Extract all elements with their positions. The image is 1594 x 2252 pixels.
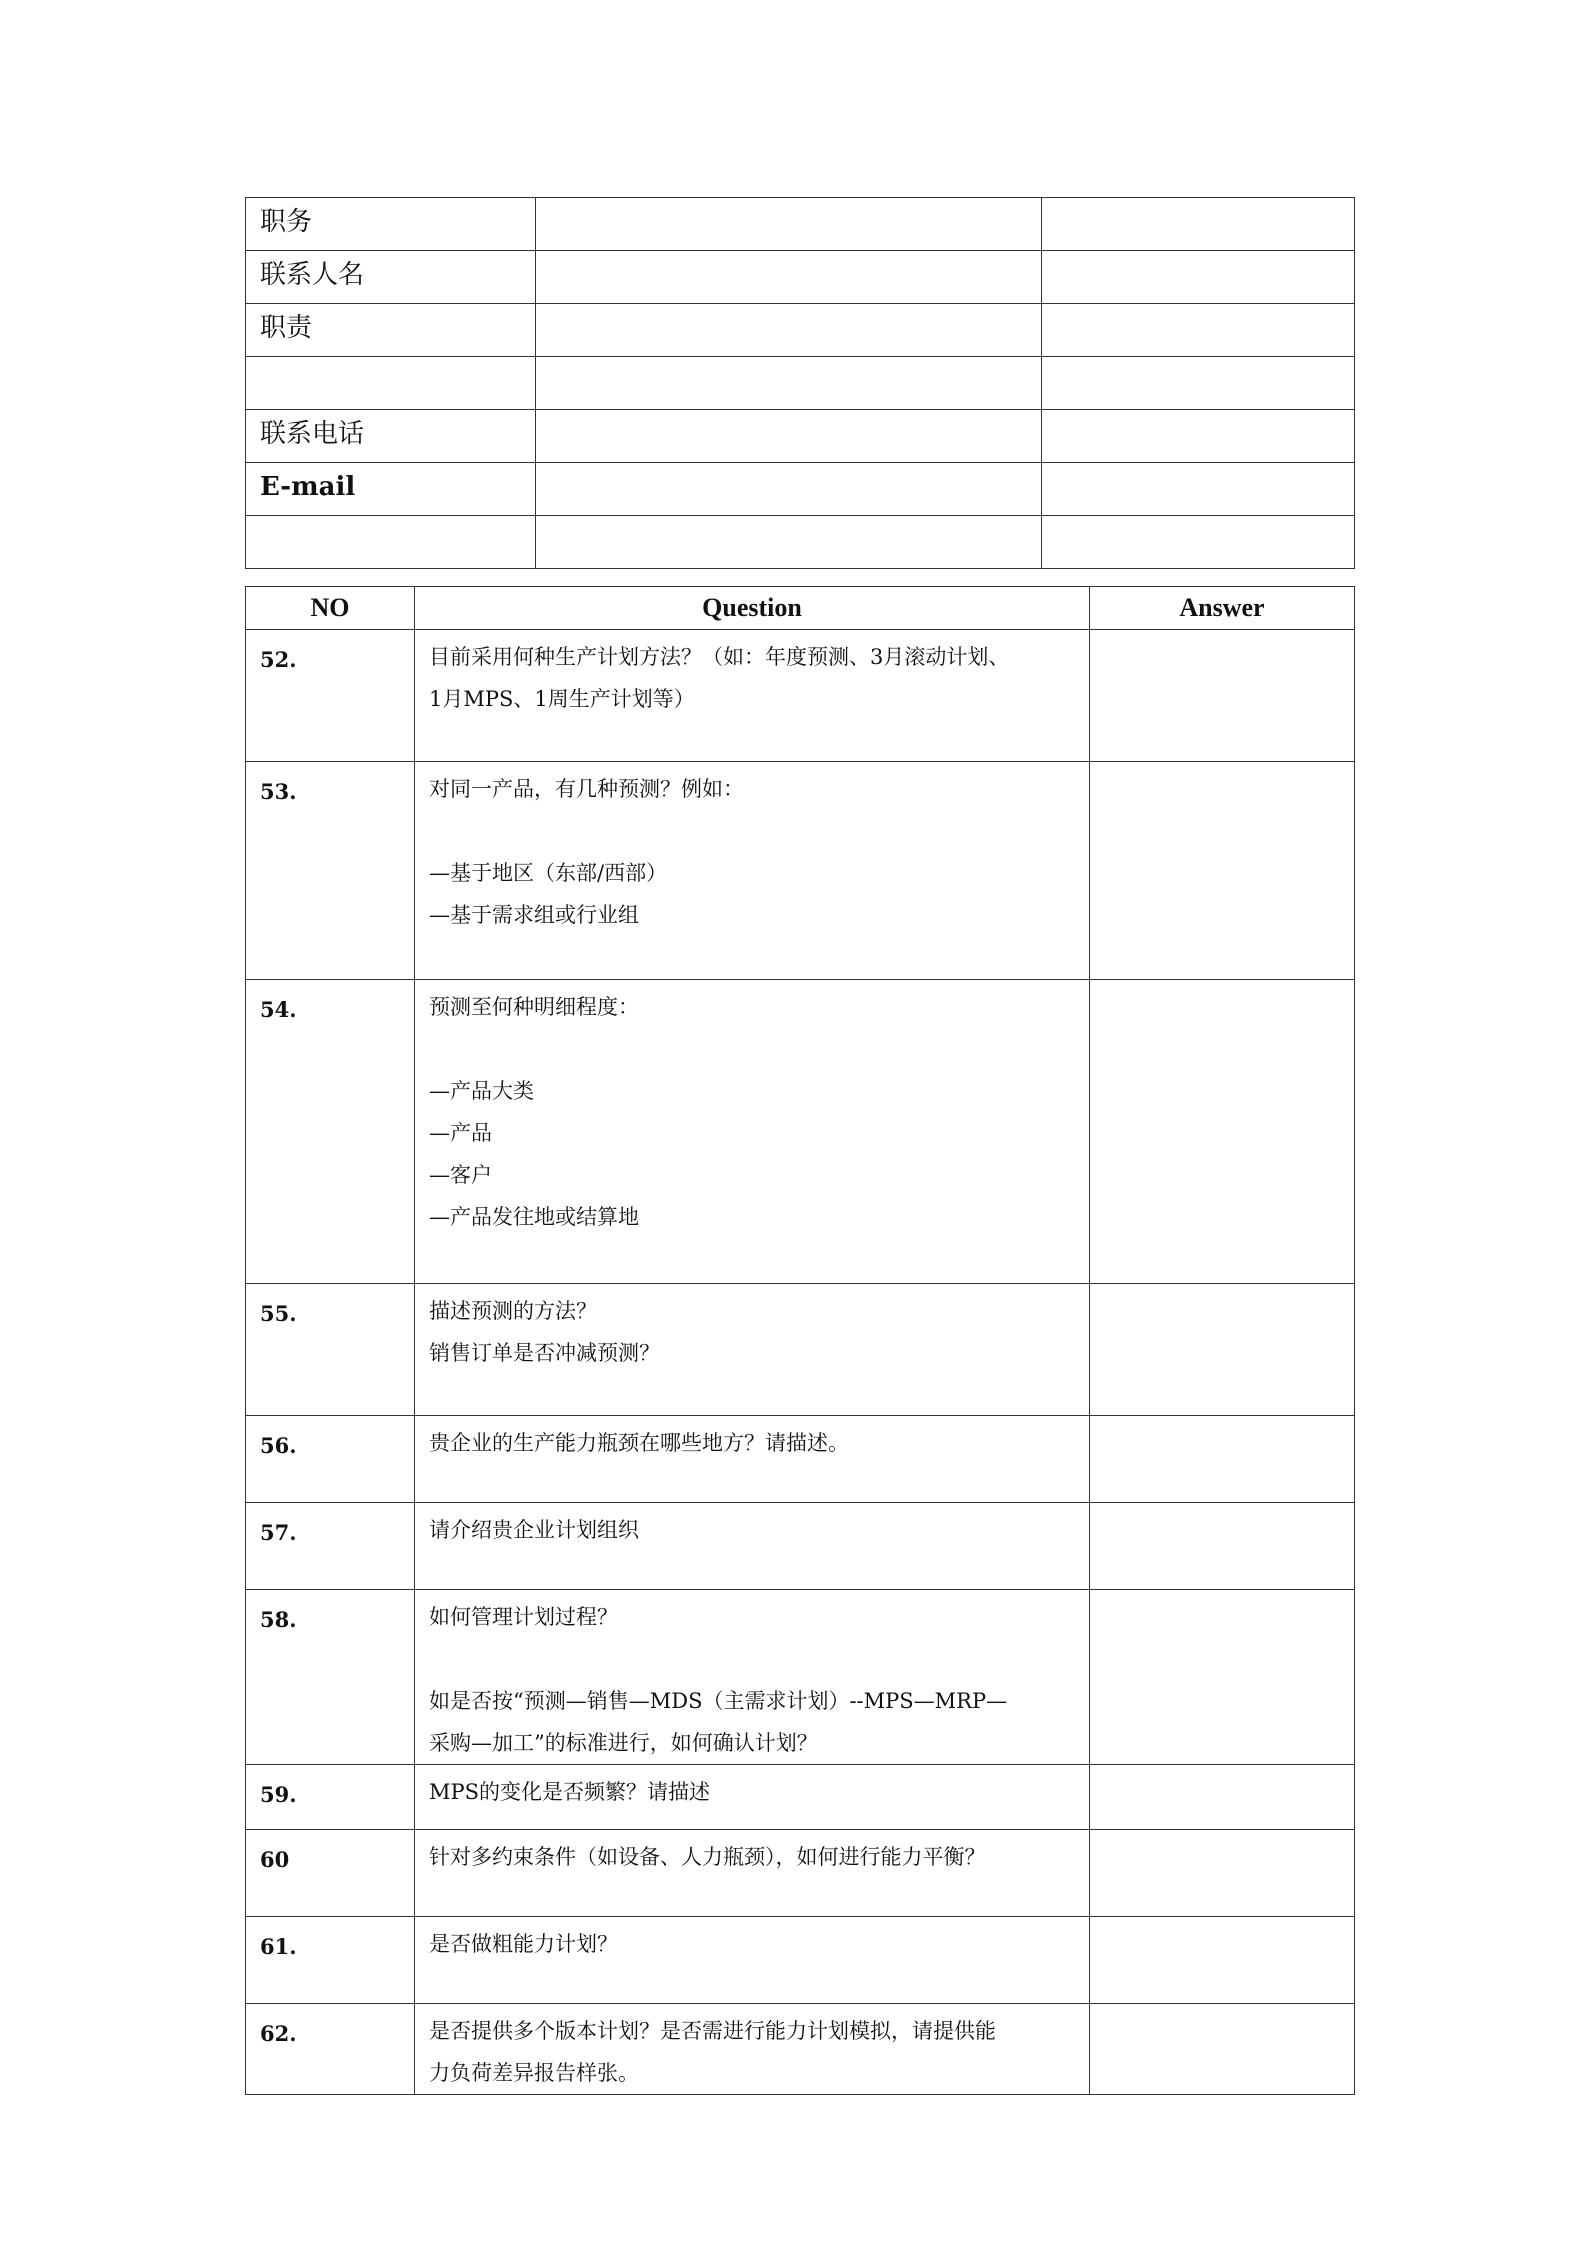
answer-cell[interactable] <box>1090 1830 1355 1917</box>
contact-info-table <box>245 197 1355 569</box>
question-line: 销售订单是否冲减预测？ <box>429 1341 660 1365</box>
question-row <box>246 1284 1355 1416</box>
contact-value-cell[interactable] <box>536 304 1042 357</box>
question-line: 目前采用何种生产计划方法？（如：年度预测、3月滚动计划、 <box>429 645 1010 669</box>
question-number: 60 <box>246 1830 415 1917</box>
contact-label <box>246 357 536 410</box>
question-row <box>246 1416 1355 1503</box>
question-row <box>246 1590 1355 1765</box>
contact-value-cell[interactable] <box>536 357 1042 410</box>
contact-extra-cell[interactable] <box>1042 357 1355 410</box>
question-number: 55. <box>246 1284 415 1416</box>
question-text <box>415 1765 1090 1830</box>
header-question: Question <box>415 587 1090 630</box>
contact-label: 联系人名 <box>246 251 536 304</box>
question-line: 是否提供多个版本计划？是否需进行能力计划模拟，请提供能 <box>429 2019 996 2043</box>
contact-row <box>246 463 1355 516</box>
contact-extra-cell[interactable] <box>1042 198 1355 251</box>
answer-cell[interactable] <box>1090 1590 1355 1765</box>
question-number: 61. <box>246 1917 415 2004</box>
contact-row <box>246 516 1355 569</box>
question-line: —基于需求组或行业组 <box>429 903 639 927</box>
question-number: 62. <box>246 2004 415 2095</box>
contact-label: 职务 <box>246 198 536 251</box>
question-line: —客户 <box>429 1163 492 1187</box>
question-line: 描述预测的方法？ <box>429 1299 597 1323</box>
question-line: 是否做粗能力计划？ <box>429 1932 618 1956</box>
contact-value-cell[interactable] <box>536 410 1042 463</box>
question-text <box>415 1284 1090 1416</box>
question-text <box>415 1830 1090 1917</box>
question-line <box>429 810 1081 852</box>
contact-value-cell[interactable] <box>536 251 1042 304</box>
question-line: MPS的变化是否频繁？请描述 <box>429 1780 711 1804</box>
contact-label: E-mail <box>246 463 536 516</box>
contact-extra-cell[interactable] <box>1042 410 1355 463</box>
question-row <box>246 1503 1355 1590</box>
contact-row <box>246 410 1355 463</box>
answer-cell[interactable] <box>1090 1416 1355 1503</box>
question-text <box>415 1917 1090 2004</box>
contact-row <box>246 304 1355 357</box>
question-line: 请介绍贵企业计划组织 <box>429 1518 639 1542</box>
question-text <box>415 2004 1090 2095</box>
question-line: 预测至何种明细程度： <box>429 995 639 1019</box>
contact-value-cell[interactable] <box>536 463 1042 516</box>
question-line: —基于地区（东部/西部） <box>429 861 668 885</box>
question-number: 56. <box>246 1416 415 1503</box>
question-line: 1月MPS、1周生产计划等） <box>429 687 695 711</box>
answer-cell[interactable] <box>1090 1503 1355 1590</box>
question-text <box>415 1590 1090 1765</box>
header-no: NO <box>246 587 415 630</box>
question-number: 57. <box>246 1503 415 1590</box>
answer-cell[interactable] <box>1090 1284 1355 1416</box>
answer-cell[interactable] <box>1090 1765 1355 1830</box>
question-line <box>429 1638 1081 1680</box>
contact-row <box>246 198 1355 251</box>
question-line: 如是否按“预测—销售—MDS（主需求计划）--MPS—MRP— <box>429 1689 1008 1713</box>
question-row <box>246 1765 1355 1830</box>
question-row <box>246 980 1355 1284</box>
question-number: 52. <box>246 630 415 762</box>
header-answer: Answer <box>1090 587 1355 630</box>
question-line: 如何管理计划过程？ <box>429 1605 618 1629</box>
header-row <box>246 587 1355 630</box>
question-number: 59. <box>246 1765 415 1830</box>
question-text <box>415 762 1090 980</box>
contact-extra-cell[interactable] <box>1042 251 1355 304</box>
contact-label: 联系电话 <box>246 410 536 463</box>
answer-cell[interactable] <box>1090 762 1355 980</box>
question-text <box>415 630 1090 762</box>
questionnaire-body <box>246 630 1355 2095</box>
question-line: 针对多约束条件（如设备、人力瓶颈），如何进行能力平衡？ <box>429 1845 986 1869</box>
question-line: 力负荷差异报告样张。 <box>429 2061 639 2085</box>
contact-extra-cell[interactable] <box>1042 463 1355 516</box>
question-line: 贵企业的生产能力瓶颈在哪些地方？请描述。 <box>429 1431 849 1455</box>
question-row <box>246 2004 1355 2095</box>
contact-row <box>246 357 1355 410</box>
answer-cell[interactable] <box>1090 980 1355 1284</box>
question-row <box>246 1917 1355 2004</box>
contact-extra-cell[interactable] <box>1042 516 1355 569</box>
contact-label <box>246 516 536 569</box>
question-number: 53. <box>246 762 415 980</box>
answer-cell[interactable] <box>1090 1917 1355 2004</box>
question-line: 采购—加工”的标准进行，如何确认计划？ <box>429 1731 818 1755</box>
question-row <box>246 762 1355 980</box>
question-line: —产品大类 <box>429 1079 534 1103</box>
questionnaire-table <box>245 586 1355 2095</box>
contact-table-body <box>246 198 1355 569</box>
question-line: 对同一产品，有几种预测？例如： <box>429 777 744 801</box>
question-number: 58. <box>246 1590 415 1765</box>
question-text <box>415 1416 1090 1503</box>
answer-cell[interactable] <box>1090 2004 1355 2095</box>
contact-extra-cell[interactable] <box>1042 304 1355 357</box>
question-number: 54. <box>246 980 415 1284</box>
contact-row <box>246 251 1355 304</box>
question-row <box>246 630 1355 762</box>
question-line <box>429 1028 1081 1070</box>
contact-label: 职责 <box>246 304 536 357</box>
question-line: —产品发往地或结算地 <box>429 1205 639 1229</box>
question-row <box>246 1830 1355 1917</box>
contact-value-cell[interactable] <box>536 516 1042 569</box>
contact-value-cell[interactable] <box>536 198 1042 251</box>
question-line: —产品 <box>429 1121 492 1145</box>
question-text <box>415 980 1090 1284</box>
question-text <box>415 1503 1090 1590</box>
answer-cell[interactable] <box>1090 630 1355 762</box>
